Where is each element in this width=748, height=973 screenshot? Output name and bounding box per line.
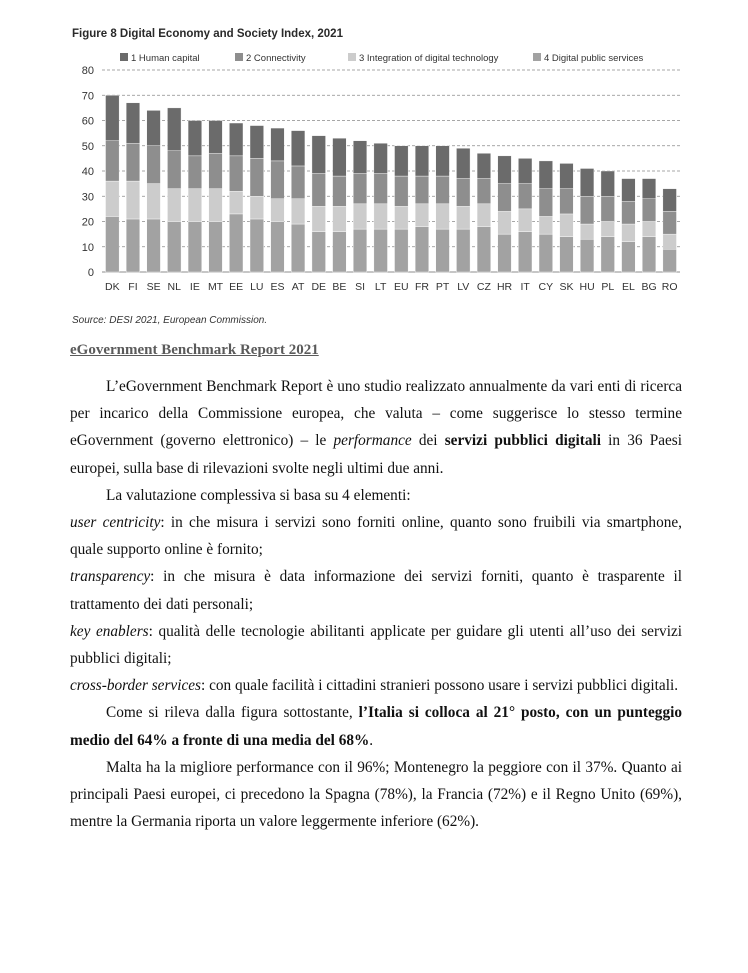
bar-segment [518, 232, 532, 272]
bar-segment [209, 121, 223, 154]
bar-segment [456, 148, 470, 178]
bar-segment [456, 206, 470, 229]
bar-segment [333, 176, 347, 206]
bar-segment [580, 196, 594, 224]
bar-segment [229, 123, 243, 156]
bar-segment [229, 214, 243, 272]
bar-segment [126, 143, 140, 181]
bar-segment [106, 181, 120, 216]
bar-segment [436, 146, 450, 176]
bar-segment [642, 179, 656, 199]
bar-segment [250, 126, 264, 159]
bar-segment [209, 153, 223, 188]
text-span: Come si rileva dalla figura sottostante, [106, 704, 359, 722]
bar-segment [106, 216, 120, 272]
bar-segment [539, 234, 553, 272]
list-item-user-centricity [70, 509, 682, 563]
legend-swatch [235, 53, 243, 61]
list-item-cross-border [70, 672, 682, 699]
bar-segment [291, 131, 305, 166]
bar-segment [147, 146, 161, 184]
x-tick-label: IT [520, 281, 530, 293]
bar-segment [663, 189, 677, 212]
x-tick-label: IE [189, 281, 200, 293]
x-tick-label: RO [661, 281, 678, 293]
x-axis [105, 281, 678, 293]
x-tick-label: AT [291, 281, 305, 293]
bar-segment [147, 219, 161, 272]
term-desc: : qualità delle tecnologie abilitanti applicate per guidare gli utenti all’uso dei servizi pubblici digitali; [70, 622, 682, 668]
text-span: dei [411, 432, 445, 450]
bar-segment [291, 166, 305, 199]
x-tick-label: EE [229, 281, 244, 293]
bar-segment [560, 163, 574, 188]
x-tick-label: PT [435, 281, 450, 293]
x-tick-label: HU [579, 281, 595, 293]
y-tick-label: 30 [81, 191, 94, 204]
term: cross-border services [70, 677, 201, 695]
bar-segment [539, 161, 553, 189]
legend-label: 1 Human capital [131, 53, 200, 64]
bar-segment [622, 201, 636, 224]
bar-segment [167, 151, 181, 189]
bar-segment [477, 204, 491, 227]
bar-segment [395, 206, 409, 229]
bar-segment [498, 184, 512, 212]
bar-segment [395, 176, 409, 206]
bar-segment [642, 237, 656, 272]
legend-label: 2 Connectivity [246, 53, 306, 64]
bar-segment [188, 156, 202, 189]
bar-segment [250, 196, 264, 219]
bar-segment [209, 189, 223, 222]
y-tick-label: 70 [81, 90, 94, 103]
x-tick-label: ES [270, 281, 285, 293]
x-tick-label: DE [311, 281, 327, 293]
bar-segment [498, 156, 512, 184]
bar-segment [601, 237, 615, 272]
bar-segment [353, 204, 367, 229]
paragraph-italy [70, 699, 682, 753]
bar-segment [642, 199, 656, 222]
x-tick-label: BE [332, 281, 347, 293]
bar-segment [395, 146, 409, 176]
bar-segment [126, 103, 140, 143]
bar-segment [539, 216, 553, 234]
legend-swatch [120, 53, 128, 61]
bar-segment [580, 239, 594, 272]
text-span: L’eGovernment Benchmark Report è uno studio realizzato annualmente da vari enti di ricerca per incarico della Commissione europea, che valuta – come suggerisce lo stesso termine eGovernment (governo elettronico) – le [70, 378, 682, 450]
chart-title: Figure 8 Digital Economy and Society Index, 2021 [72, 28, 343, 40]
term: transparency [70, 568, 151, 586]
legend-label: 3 Integration of digital technology [359, 53, 499, 64]
x-tick-label: DK [105, 281, 120, 293]
bar-segment [229, 191, 243, 214]
y-tick-label: 10 [81, 241, 94, 254]
bar-segment [395, 229, 409, 272]
bar-segment [250, 219, 264, 272]
bar-segment [580, 224, 594, 239]
bar-segment [477, 179, 491, 204]
y-tick-label: 60 [81, 115, 94, 128]
y-tick-label: 50 [81, 140, 94, 153]
bar-segment [663, 234, 677, 249]
term-desc: : in che misura i servizi sono forniti online, quanto sono fruibili via smartphone, quale supporto online è fornito; [70, 514, 682, 559]
x-tick-label: EL [621, 281, 635, 293]
bar-segment [477, 153, 491, 178]
bar-segment [622, 224, 636, 242]
bar-segment [188, 222, 202, 273]
bar-segment [353, 229, 367, 272]
bar-segment [518, 158, 532, 183]
y-tick-label: 40 [81, 166, 94, 178]
bar-segment [436, 204, 450, 229]
list-item-key-enablers [70, 618, 682, 672]
bar-segment [333, 138, 347, 176]
x-tick-label: HR [496, 281, 513, 293]
bar-segment [601, 196, 615, 221]
emphasis-servizi: servizi pubblici digitali [444, 432, 601, 450]
bar-segment [456, 229, 470, 272]
bar-segment [560, 237, 574, 272]
x-tick-label: CZ [476, 281, 491, 293]
bar-segment [353, 141, 367, 174]
x-tick-label: BG [641, 281, 657, 293]
bar-segment [560, 189, 574, 214]
bar-segment [147, 184, 161, 219]
x-tick-label: NL [167, 281, 181, 293]
bar-segment [291, 224, 305, 272]
bar-segment [271, 222, 285, 273]
bar-segment [167, 222, 181, 273]
text-span: . [369, 731, 374, 749]
emphasis-italy: l’Italia si colloca al 21° posto, con un punteggio medio del 64% a fronte di una media del 68% [70, 704, 682, 749]
chart-legend [120, 53, 644, 64]
term-desc: : in che misura è data informazione dei servizi forniti, quanto è trasparente il trattamento dei dati personali; [70, 568, 682, 613]
bar-segment [126, 181, 140, 219]
x-tick-label: SE [146, 281, 161, 293]
bar-segment [560, 214, 574, 237]
bar-segment [601, 222, 615, 237]
bar-segment [353, 174, 367, 204]
bar-segment [312, 174, 326, 207]
bar-segment [601, 171, 615, 196]
bar-segment [415, 227, 429, 272]
bar-segment [498, 234, 512, 272]
bar-segment [539, 189, 553, 217]
bar-segment [312, 232, 326, 272]
x-tick-label: LT [374, 281, 387, 293]
x-tick-label: SK [559, 281, 574, 293]
bar-segment [518, 209, 532, 232]
bar-segment [291, 199, 305, 224]
paragraph-intro [70, 373, 682, 482]
bar-segment [188, 121, 202, 156]
paragraph-elements-intro: La valutazione complessiva si basa su 4 elementi: [106, 486, 411, 504]
y-tick-label: 20 [81, 216, 94, 229]
term: user centricity [70, 514, 161, 532]
x-tick-label: FR [414, 281, 429, 293]
bar-segment [436, 229, 450, 272]
paragraph-malta: Malta ha la migliore performance con il 96%; Montenegro la peggiore con il 37%. Quanto ai principali Paesi europei, ci precedono la Spagna (78%), la Francia (72%) e il Regno Unito (69%), mentre la Germania riporta un valore leggermente inferiore (62%). [70, 758, 682, 831]
bar-segment [126, 219, 140, 272]
legend-swatch [533, 53, 541, 61]
bar-segment [312, 136, 326, 174]
term: key enablers [70, 622, 149, 640]
bar-segment [456, 179, 470, 207]
bar-segment [622, 242, 636, 272]
bar-segment [580, 168, 594, 196]
bar-segment [374, 174, 388, 204]
bar-segment [147, 110, 161, 145]
bar-segment [167, 108, 181, 151]
x-tick-label: LU [250, 281, 264, 293]
bar-segment [663, 249, 677, 272]
bar-segment [436, 176, 450, 204]
x-tick-label: EU [394, 281, 409, 293]
emphasis-performance: performance [333, 432, 412, 450]
x-tick-label: PL [601, 281, 615, 293]
bar-segment [415, 204, 429, 227]
bar-segment [209, 222, 223, 273]
y-tick-label: 0 [87, 267, 94, 279]
y-axis [82, 65, 94, 279]
legend-swatch [348, 53, 356, 61]
bar-segment [498, 211, 512, 234]
x-tick-label: CY [538, 281, 554, 293]
bar-segment [106, 141, 120, 181]
bar-segment [271, 161, 285, 199]
bar-segment [312, 206, 326, 231]
bar-segment [374, 204, 388, 229]
list-item-transparency [70, 563, 682, 617]
bar-segment [333, 206, 347, 231]
x-tick-label: SI [355, 281, 365, 293]
bar-segment [642, 222, 656, 237]
chart-bars [106, 95, 677, 272]
bar-segment [663, 211, 677, 234]
bar-segment [188, 189, 202, 222]
bar-segment [333, 232, 347, 272]
bar-segment [477, 227, 491, 272]
document-body [70, 373, 682, 835]
bar-segment [374, 229, 388, 272]
text-span: in 36 Paesi europei, sulla base di rilevazioni svolte negli ultimi due anni. [70, 432, 682, 477]
bar-segment [271, 128, 285, 161]
section-title: eGovernment Benchmark Report 2021 [70, 342, 319, 358]
x-tick-label: MT [207, 281, 224, 293]
bar-segment [229, 156, 243, 191]
bar-segment [622, 179, 636, 202]
term-desc: : con quale facilità i cittadini stranieri possono usare i servizi pubblici digitali. [201, 677, 679, 695]
x-tick-label: FI [128, 281, 138, 293]
bar-segment [415, 146, 429, 176]
desi-stacked-bar-chart [70, 22, 690, 332]
bar-segment [415, 176, 429, 204]
bar-segment [271, 199, 285, 222]
bar-segment [374, 143, 388, 173]
bar-segment [518, 184, 532, 209]
bar-segment [167, 189, 181, 222]
bar-segment [250, 158, 264, 196]
chart-source: Source: DESI 2021, European Commission. [72, 315, 268, 326]
x-tick-label: LV [457, 281, 470, 293]
legend-label: 4 Digital public services [544, 53, 644, 64]
y-tick-label: 80 [81, 65, 94, 77]
bar-segment [106, 95, 120, 140]
